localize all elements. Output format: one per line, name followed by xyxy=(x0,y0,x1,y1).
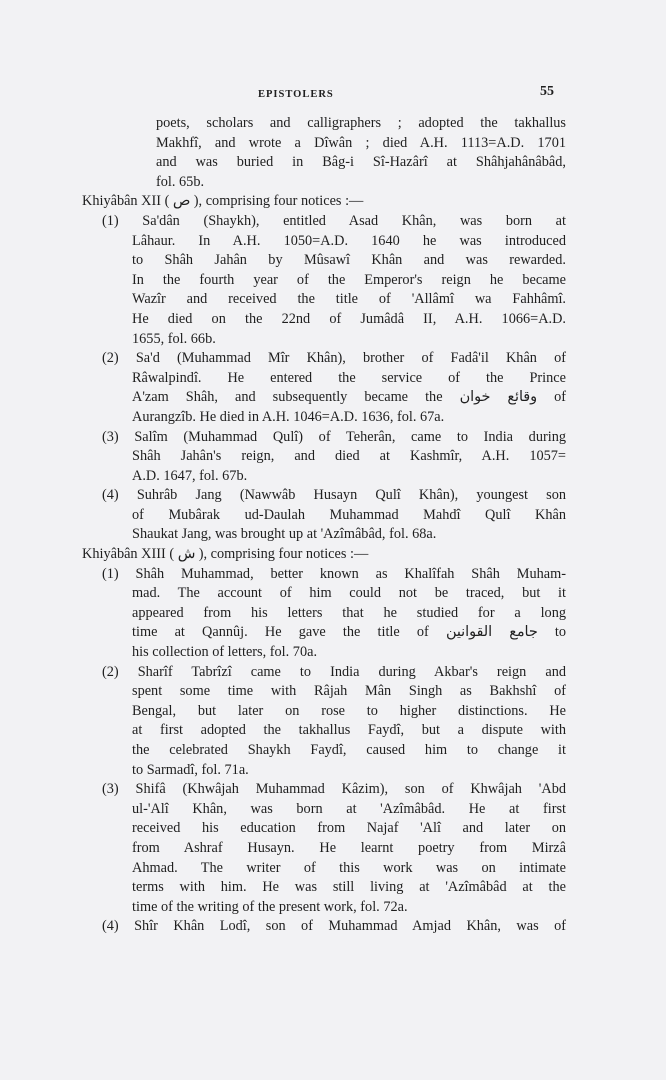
text-line: Aurangzîb. He died in A.H. 1046=A.D. 1636, fol. 67a. xyxy=(132,408,445,425)
section-heading: Khiyâbân XII ( ص ), comprising four notices :— xyxy=(82,193,364,210)
text-line: appeared from his letters that he studied for a long xyxy=(132,604,566,621)
text-line: Shaukat Jang, was brought up at 'Azîmâbâd, fol. 68a. xyxy=(132,526,437,543)
notice-entry xyxy=(82,780,566,917)
text-line: 1655, fol. 66b. xyxy=(132,330,216,347)
text-line: Ahmad. The writer of this work was on intimate xyxy=(132,859,566,876)
text-line: He died on the 22nd of Jumâdâ II, A.H. 1066=A.D. xyxy=(132,310,566,327)
text-line: spent some time with Râjah Mân Singh as Bakhshî of xyxy=(132,683,566,700)
text-line: time of the writing of the present work, fol. 72a. xyxy=(132,898,408,915)
text-line: (2) Sharîf Tabrîzî came to India during Akbar's reign and xyxy=(102,663,566,680)
notice-entry xyxy=(82,428,566,487)
text-line: Wazîr and received the title of 'Allâmî wa Fahhâmî. xyxy=(132,291,566,308)
text-line: In the fourth year of the Emperor's reign he became xyxy=(132,271,566,288)
text-line: ul-'Alî Khân, was born at 'Azîmâbâd. He at first xyxy=(132,800,566,817)
page-header xyxy=(0,84,666,108)
text-line: Shâh Jahân's reign, and died at Kashmîr, A.H. 1057= xyxy=(132,448,566,465)
running-title: EPISTOLERS xyxy=(258,89,334,100)
text-line: terms with him. He was still living at 'Azîmâbâd at the xyxy=(132,879,566,896)
text-line: his collection of letters, fol. 70a. xyxy=(132,644,318,661)
text-line: Makhfî, and wrote a Dîwân ; died A.H. 1113=A.D. 1701 xyxy=(156,134,566,151)
notice-entry xyxy=(82,565,566,663)
text-line: A.D. 1647, fol. 67b. xyxy=(132,467,248,484)
text-line: (3) Shifâ (Khwâjah Muhammad Kâzim), son of Khwâjah 'Abd xyxy=(102,781,566,798)
text-line: from Ashraf Husayn. He learnt poetry from Mirzâ xyxy=(132,839,566,856)
page-body xyxy=(82,114,566,937)
text-line: mad. The account of him could not be traced, but it xyxy=(132,585,566,602)
text-line: Râwalpindî. He entered the service of the Prince xyxy=(132,369,566,386)
notice-entry xyxy=(82,917,566,937)
text-line: and was buried in Bâg-i Sî-Hazârî at Shâhjahânâbâd, xyxy=(156,154,566,171)
text-line: Lâhaur. In A.H. 1050=A.D. 1640 he was introduced xyxy=(132,232,566,249)
notice-entry xyxy=(82,212,566,349)
page-number: 55 xyxy=(540,84,554,99)
text-line: A'zam Shâh, and subsequently became the وقائع خوان of xyxy=(132,389,567,406)
notice-entry xyxy=(82,486,566,545)
text-line: fol. 65b. xyxy=(156,173,205,190)
notice-entry xyxy=(82,349,566,427)
text-line: poets, scholars and calligraphers ; adopted the takhallus xyxy=(156,115,566,131)
notice-entry xyxy=(82,663,566,781)
text-line: Bengal, but later on rose to higher distinctions. He xyxy=(132,702,566,719)
text-line: (1) Shâh Muhammad, better known as Khalîfah Shâh Muham- xyxy=(102,565,566,582)
text-line: received his education from Najaf 'Alî and later on xyxy=(132,820,566,837)
text-line: to Shâh Jahân by Mûsawî Khân and was rewarded. xyxy=(132,252,566,269)
text-line: of Mubârak ud-Daulah Muhammad Mahdî Qulî Khân xyxy=(132,506,566,523)
text-line: (2) Sa'd (Muhammad Mîr Khân), brother of Fadâ'il Khân of xyxy=(102,350,566,367)
section-heading: Khiyâbân XIII ( ش ), comprising four notices :— xyxy=(82,546,369,563)
text-line: at first adopted the takhallus Faydî, but a dispute with xyxy=(132,722,566,739)
text-line: (1) Sa'dân (Shaykh), entitled Asad Khân, was born at xyxy=(102,212,566,229)
text-line: (3) Salîm (Muhammad Qulî) of Teherân, came to India during xyxy=(102,428,566,445)
text-line: (4) Shîr Khân Lodî, son of Muhammad Amjad Khân, was of xyxy=(102,918,566,935)
text-line: (4) Suhrâb Jang (Nawwâb Husayn Qulî Khân), youngest son xyxy=(102,487,566,504)
text-line: to Sarmadî, fol. 71a. xyxy=(132,761,249,778)
text-line: the celebrated Shaykh Faydî, caused him to change it xyxy=(132,742,566,758)
text-line: time at Qannûj. He gave the title of جامع القوانين to xyxy=(132,624,566,641)
